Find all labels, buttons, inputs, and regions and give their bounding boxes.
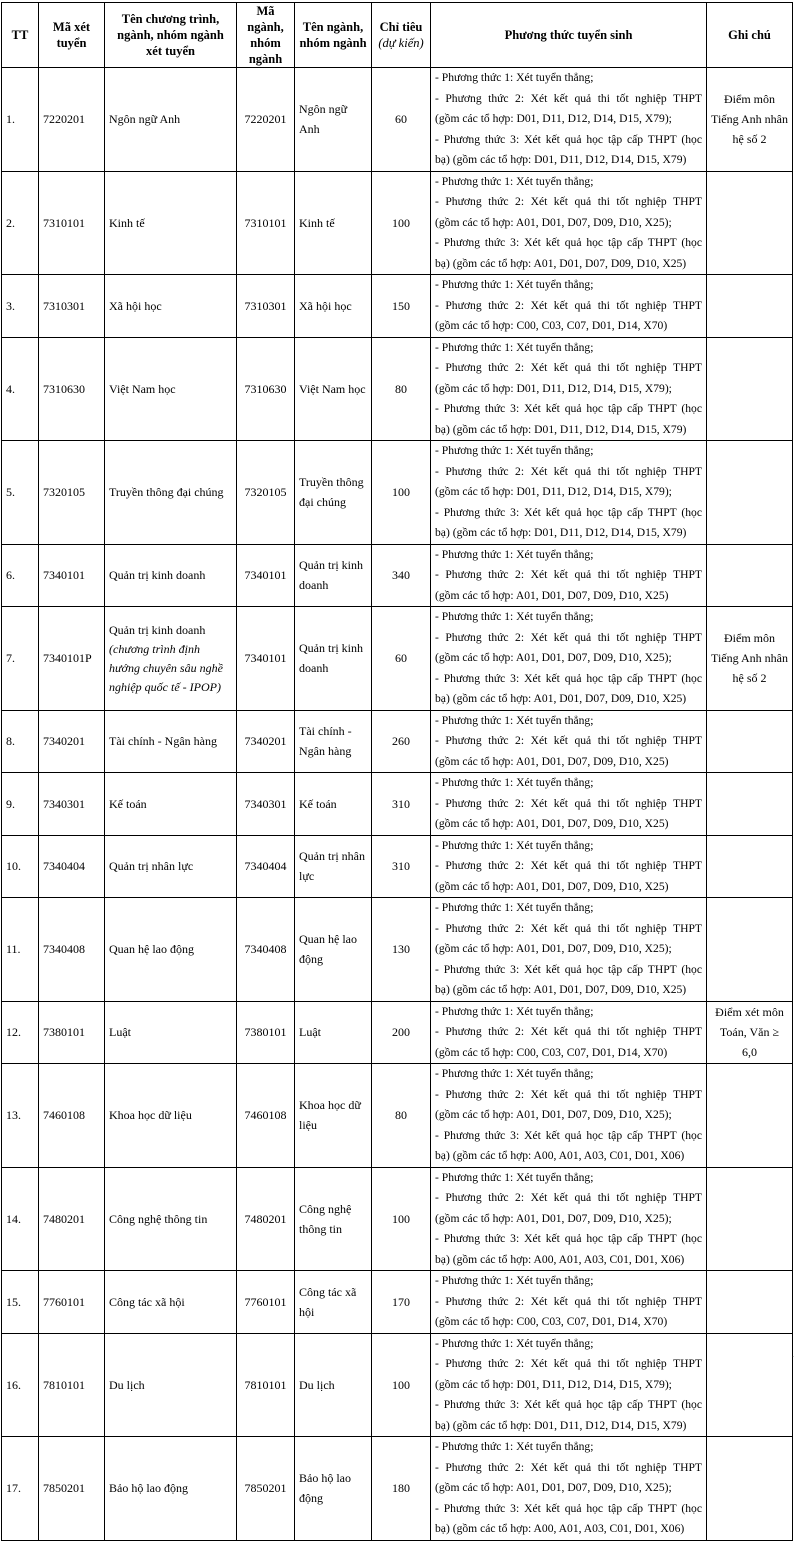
method-line: - Phương thức 1: Xét tuyển thẳng; [435,1067,594,1080]
method-line: bạ) (gồm các tổ hợp: A01, D01, D07, D09, D10, X25) [435,256,687,270]
methods-cell [431,898,707,1002]
program-name-cell [105,773,237,836]
header-quota-label: Chỉ tiêu [379,20,423,34]
table-row [2,1001,793,1064]
methods-cell [431,1167,707,1271]
method-line: - Phương thức 1: Xét tuyển thẳng; [435,174,594,188]
row-number: 1. [2,68,39,172]
major-name: Kế toán [295,773,372,836]
method-line: - Phương thức 1: Xét tuyển thẳng; [435,610,594,623]
quota: 60 [372,607,431,711]
major-code: 7310630 [237,337,295,441]
major-code: 7340404 [237,835,295,898]
page-edge-mark: . [792,1352,794,1359]
method-line: bạ) (gồm các tổ hợp: D01, D11, D12, D14, D15, X79) [435,422,687,436]
method-line: - Phương thức 3: Xét kết quả học tập cấp THPT (học [435,402,702,415]
table-row [2,898,793,1002]
note-cell [707,544,793,607]
method-line: - Phương thức 2: Xét kết quả thi tốt nghiệp THPT [435,298,702,312]
methods-cell [431,835,707,898]
header-row [2,3,793,68]
major-name: Du lịch [295,1333,372,1437]
method-line: bạ) (gồm các tổ hợp: D01, D11, D12, D14, D15, X79) [435,526,687,539]
admission-code: 7340408 [39,898,105,1002]
method-line: - Phương thức 1: Xét tuyển thẳng; [435,1004,594,1018]
table-row [2,337,793,441]
row-number: 17. [2,1437,39,1541]
quota: 60 [372,68,431,172]
table-row [2,1167,793,1271]
program-name: Việt Nam học [109,381,176,396]
major-code: 7460108 [237,1064,295,1168]
major-name: Xã hội học [295,275,372,338]
admission-code: 7340201 [39,710,105,773]
major-code: 7850201 [237,1437,295,1541]
method-line: bạ) (gồm các tổ hợp: A00, A01, A03, C01, D01, X06) [435,1522,685,1535]
major-code: 7810101 [237,1333,295,1437]
quota: 310 [372,773,431,836]
method-line: bạ) (gồm các tổ hợp: A00, A01, A03, C01, D01, X06) [435,1252,685,1266]
program-name-cell [105,1167,237,1271]
note-cell [707,441,793,545]
row-number: 13. [2,1064,39,1168]
major-name: Quan hệ lao động [295,898,372,1002]
admission-code: 7220201 [39,68,105,172]
program-name-cell [105,1437,237,1541]
method-line: (gồm các tổ hợp: A01, D01, D07, D09, D10, X25); [435,651,672,664]
major-code: 7310301 [237,275,295,338]
program-name-cell [105,544,237,607]
header-program-name: Tên chương trình, ngành, nhóm ngành xét tuyển [105,3,237,68]
quota: 200 [372,1001,431,1064]
method-line: - Phương thức 2: Xét kết quả thi tốt nghiệp THPT [435,921,702,935]
major-name: Khoa học dữ liệu [295,1064,372,1168]
program-name: Truyền thông đại chúng [109,485,224,500]
program-name-cell [105,171,237,275]
program-name-cell [105,1333,237,1437]
header-quota [372,3,431,68]
major-code: 7340101 [237,607,295,711]
program-name-cell [105,275,237,338]
table-row [2,710,793,773]
admission-code: 7380101 [39,1001,105,1064]
admission-code: 7340101P [39,607,105,711]
major-code: 7760101 [237,1271,295,1334]
method-line: (gồm các tổ hợp: C00, C03, C07, D01, D14, X70) [435,1315,668,1328]
major-code: 7340101 [237,544,295,607]
method-line: (gồm các tổ hợp: D01, D11, D12, D14, D15, X79); [435,112,672,125]
quota: 100 [372,171,431,275]
program-name-cell [105,68,237,172]
methods-cell [431,1333,707,1437]
header-notes: Ghi chú [707,3,793,68]
note-cell: Điểm môn Tiếng Anh nhân hệ số 2 [707,607,793,711]
note-cell [707,171,793,275]
method-line: - Phương thức 3: Xét kết quả học tập cấp THPT (học [435,1501,702,1515]
method-line: - Phương thức 1: Xét tuyển thẳng; [435,547,594,561]
methods-cell [431,1001,707,1064]
row-number: 14. [2,1167,39,1271]
major-code: 7480201 [237,1167,295,1271]
program-name-cell [105,607,237,711]
program-name: Khoa học dữ liệu [109,1108,192,1123]
program-name-cell [105,1001,237,1064]
program-name-cell [105,710,237,773]
major-name: Quản trị nhân lực [295,835,372,898]
method-line: - Phương thức 2: Xét kết quả thi tốt nghiệp THPT [435,859,702,872]
method-line: - Phương thức 2: Xét kết quả thi tốt nghiệp THPT [435,1087,702,1101]
admission-code: 7810101 [39,1333,105,1437]
row-number: 11. [2,898,39,1002]
admission-code: 7310630 [39,337,105,441]
quota: 100 [372,1333,431,1437]
quota: 80 [372,337,431,441]
major-code: 7310101 [237,171,295,275]
program-name: Công nghệ thông tin [109,1211,208,1226]
table-row [2,835,793,898]
method-line: - Phương thức 3: Xét kết quả học tập cấp THPT (học [435,1398,702,1411]
method-line: (gồm các tổ hợp: D01, D11, D12, D14, D15, X79); [435,1377,672,1391]
quota: 170 [372,1271,431,1334]
major-name: Tài chính - Ngân hàng [295,710,372,773]
method-line: - Phương thức 2: Xét kết quả thi tốt nghiệp THPT [435,1191,702,1204]
method-line: - Phương thức 1: Xét tuyển thẳng; [435,71,594,84]
method-line: - Phương thức 2: Xét kết quả thi tốt nghiệp THPT [435,195,702,208]
quota: 180 [372,1437,431,1541]
program-name-cell [105,1064,237,1168]
table-row [2,171,793,275]
note-cell: Điểm môn Tiếng Anh nhân hệ số 2 [707,68,793,172]
quota: 100 [372,441,431,545]
program-name-cell [105,898,237,1002]
header-methods: Phương thức tuyển sinh [431,3,707,68]
table-row [2,1064,793,1168]
methods-cell [431,171,707,275]
major-code: 7340408 [237,898,295,1002]
note-cell: Điểm xét môn Toán, Văn ≥ 6,0 [707,1001,793,1064]
note-cell [707,337,793,441]
row-number: 2. [2,171,39,275]
row-number: 16. [2,1333,39,1437]
quota: 130 [372,898,431,1002]
methods-cell [431,773,707,836]
major-name: Quản trị kinh doanh [295,544,372,607]
major-code: 7340301 [237,773,295,836]
program-name: Luật [109,1025,131,1040]
method-line: - Phương thức 1: Xét tuyển thẳng; [435,278,594,291]
method-line: (gồm các tổ hợp: A01, D01, D07, D09, D10, X25); [435,1211,672,1225]
program-name: Quản trị kinh doanh [109,622,206,637]
row-number: 7. [2,607,39,711]
table-row [2,275,793,338]
method-line: - Phương thức 2: Xét kết quả thi tốt nghiệp THPT [435,1294,702,1308]
admission-code: 7310301 [39,275,105,338]
quota: 100 [372,1167,431,1271]
method-line: - Phương thức 1: Xét tuyển thẳng; [435,776,594,789]
methods-cell [431,1437,707,1541]
program-name-cell [105,337,237,441]
note-cell [707,710,793,773]
method-line: - Phương thức 1: Xét tuyển thẳng; [435,1440,594,1453]
program-name-cell [105,441,237,545]
table-body [2,68,793,1541]
method-line: bạ) (gồm các tổ hợp: D01, D11, D12, D14, D15, X79) [435,153,687,166]
method-line: bạ) (gồm các tổ hợp: A00, A01, A03, C01, D01, X06) [435,1149,685,1162]
method-line: - Phương thức 3: Xét kết quả học tập cấp THPT (học [435,962,702,976]
header-admission-code: Mã xét tuyển [39,3,105,68]
row-number: 4. [2,337,39,441]
table-row [2,1333,793,1437]
method-line: - Phương thức 1: Xét tuyển thẳng; [435,1170,594,1184]
methods-cell [431,710,707,773]
table-row [2,1437,793,1541]
admission-code: 7340101 [39,544,105,607]
method-line: - Phương thức 1: Xét tuyển thẳng; [435,1336,594,1350]
table-row [2,441,793,545]
method-line: - Phương thức 1: Xét tuyển thẳng; [435,713,594,727]
quota: 260 [372,710,431,773]
method-line: - Phương thức 2: Xét kết quả thi tốt nghiệp THPT [435,734,702,747]
method-line: (gồm các tổ hợp: D01, D11, D12, D14, D15, X79); [435,485,672,498]
program-name: Quản trị kinh doanh [109,568,206,583]
method-line: - Phương thức 3: Xét kết quả học tập cấp THPT (học [435,671,702,685]
note-cell [707,773,793,836]
admission-code: 7340301 [39,773,105,836]
row-number: 15. [2,1271,39,1334]
note-cell [707,1167,793,1271]
table-row [2,68,793,172]
program-name: Ngôn ngữ Anh [109,112,181,127]
method-line: - Phương thức 3: Xét kết quả học tập cấp THPT (học [435,1232,702,1245]
note-cell [707,898,793,1002]
row-number: 9. [2,773,39,836]
table-row [2,1271,793,1334]
major-name: Kinh tế [295,171,372,275]
program-name: Kinh tế [109,215,145,230]
method-line: - Phương thức 2: Xét kết quả thi tốt nghiệp THPT [435,1357,702,1370]
row-number: 8. [2,710,39,773]
note-cell [707,835,793,898]
header-major-name: Tên ngành, nhóm ngành [295,3,372,68]
note-cell [707,1437,793,1541]
method-line: - Phương thức 3: Xét kết quả học tập cấp THPT (học [435,132,702,146]
table-row [2,544,793,607]
method-line: - Phương thức 2: Xét kết quả thi tốt nghiệp THPT [435,361,702,374]
quota: 80 [372,1064,431,1168]
major-name: Công nghệ thông tin [295,1167,372,1271]
method-line: (gồm các tổ hợp: A01, D01, D07, D09, D10, X25); [435,215,672,229]
row-number: 6. [2,544,39,607]
major-name: Việt Nam học [295,337,372,441]
program-name: Quản trị nhân lực [109,859,194,874]
program-name: Tài chính - Ngân hàng [109,734,217,749]
method-line: - Phương thức 3: Xét kết quả học tập cấp THPT (học [435,505,702,519]
major-code: 7340201 [237,710,295,773]
admissions-table [1,2,793,1541]
method-line: - Phương thức 1: Xét tuyển thẳng; [435,444,594,457]
major-name: Ngôn ngữ Anh [295,68,372,172]
note-cell [707,1333,793,1437]
major-name: Công tác xã hội [295,1271,372,1334]
header-quota-note: (dự kiến) [378,36,424,50]
method-line: - Phương thức 1: Xét tuyển thẳng; [435,1274,594,1287]
method-line: - Phương thức 2: Xét kết quả thi tốt nghiệp THPT [435,1025,702,1038]
program-name: Quan hệ lao động [109,942,194,957]
method-line: (gồm các tổ hợp: C00, C03, C07, D01, D14, X70) [435,319,668,332]
header-major-code: Mã ngành, nhóm ngành [237,3,295,68]
methods-cell [431,441,707,545]
major-code: 7220201 [237,68,295,172]
methods-cell [431,544,707,607]
method-line: - Phương thức 2: Xét kết quả thi tốt nghiệp THPT [435,1460,702,1474]
method-line: - Phương thức 1: Xét tuyển thẳng; [435,901,594,914]
method-line: (gồm các tổ hợp: A01, D01, D07, D09, D10, X25); [435,1108,672,1121]
method-line: - Phương thức 2: Xét kết quả thi tốt nghiệp THPT [435,568,702,581]
table-row [2,607,793,711]
method-line: (gồm các tổ hợp: A01, D01, D07, D09, D10, X25) [435,754,669,768]
note-cell [707,1064,793,1168]
method-line: (gồm các tổ hợp: A01, D01, D07, D09, D10, X25); [435,1481,672,1494]
major-name: Bảo hộ lao động [295,1437,372,1541]
method-line: (gồm các tổ hợp: D01, D11, D12, D14, D15, X79); [435,381,672,395]
note-cell [707,275,793,338]
methods-cell [431,1271,707,1334]
quota: 150 [372,275,431,338]
major-code: 7320105 [237,441,295,545]
program-name-cell [105,835,237,898]
note-cell [707,1271,793,1334]
methods-cell [431,607,707,711]
admission-code: 7760101 [39,1271,105,1334]
major-code: 7380101 [237,1001,295,1064]
methods-cell [431,1064,707,1168]
method-line: (gồm các tổ hợp: A01, D01, D07, D09, D10, X25) [435,817,669,830]
admission-code: 7460108 [39,1064,105,1168]
method-line: (gồm các tổ hợp: A01, D01, D07, D09, D10, X25) [435,879,669,893]
method-line: - Phương thức 3: Xét kết quả học tập cấp THPT (học [435,1128,702,1142]
method-line: (gồm các tổ hợp: A01, D01, D07, D09, D10, X25) [435,588,669,602]
row-number: 5. [2,441,39,545]
method-line: bạ) (gồm các tổ hợp: D01, D11, D12, D14, D15, X79) [435,1418,687,1432]
quota: 340 [372,544,431,607]
program-name-cell [105,1271,237,1334]
methods-cell [431,275,707,338]
admission-code: 7340404 [39,835,105,898]
method-line: - Phương thức 2: Xét kết quả thi tốt nghiệp THPT [435,464,702,478]
methods-cell [431,337,707,441]
method-line: - Phương thức 3: Xét kết quả học tập cấp THPT (học [435,236,702,249]
methods-cell [431,68,707,172]
major-name: Quản trị kinh doanh [295,607,372,711]
method-line: (gồm các tổ hợp: A01, D01, D07, D09, D10, X25); [435,942,672,955]
header-tt: TT [2,3,39,68]
method-line: - Phương thức 2: Xét kết quả thi tốt nghiệp THPT [435,796,702,810]
method-line: bạ) (gồm các tổ hợp: A01, D01, D07, D09, D10, X25) [435,692,687,705]
row-number: 3. [2,275,39,338]
program-note: (chương trình định hướng chuyên sâu nghề nghiệp quốc tế - IPOP) [109,641,223,694]
program-name: Du lịch [109,1377,145,1392]
method-line: - Phương thức 2: Xét kết quả thi tốt nghiệp THPT [435,91,702,105]
admission-code: 7320105 [39,441,105,545]
method-line: - Phương thức 1: Xét tuyển thẳng; [435,838,594,852]
admission-code: 7480201 [39,1167,105,1271]
method-line: bạ) (gồm các tổ hợp: A01, D01, D07, D09, D10, X25) [435,983,687,996]
table-row [2,773,793,836]
program-name: Kế toán [109,796,147,811]
program-name: Công tác xã hội [109,1294,185,1309]
major-name: Luật [295,1001,372,1064]
admission-code: 7310101 [39,171,105,275]
row-number: 10. [2,835,39,898]
program-name: Bảo hộ lao động [109,1481,188,1496]
program-name: Xã hội học [109,298,162,313]
admission-code: 7850201 [39,1437,105,1541]
method-line: - Phương thức 2: Xét kết quả thi tốt nghiệp THPT [435,630,702,644]
quota: 310 [372,835,431,898]
method-line: (gồm các tổ hợp: C00, C03, C07, D01, D14, X70) [435,1045,668,1059]
row-number: 12. [2,1001,39,1064]
major-name: Truyền thông đại chúng [295,441,372,545]
method-line: - Phương thức 1: Xét tuyển thẳng; [435,340,594,354]
